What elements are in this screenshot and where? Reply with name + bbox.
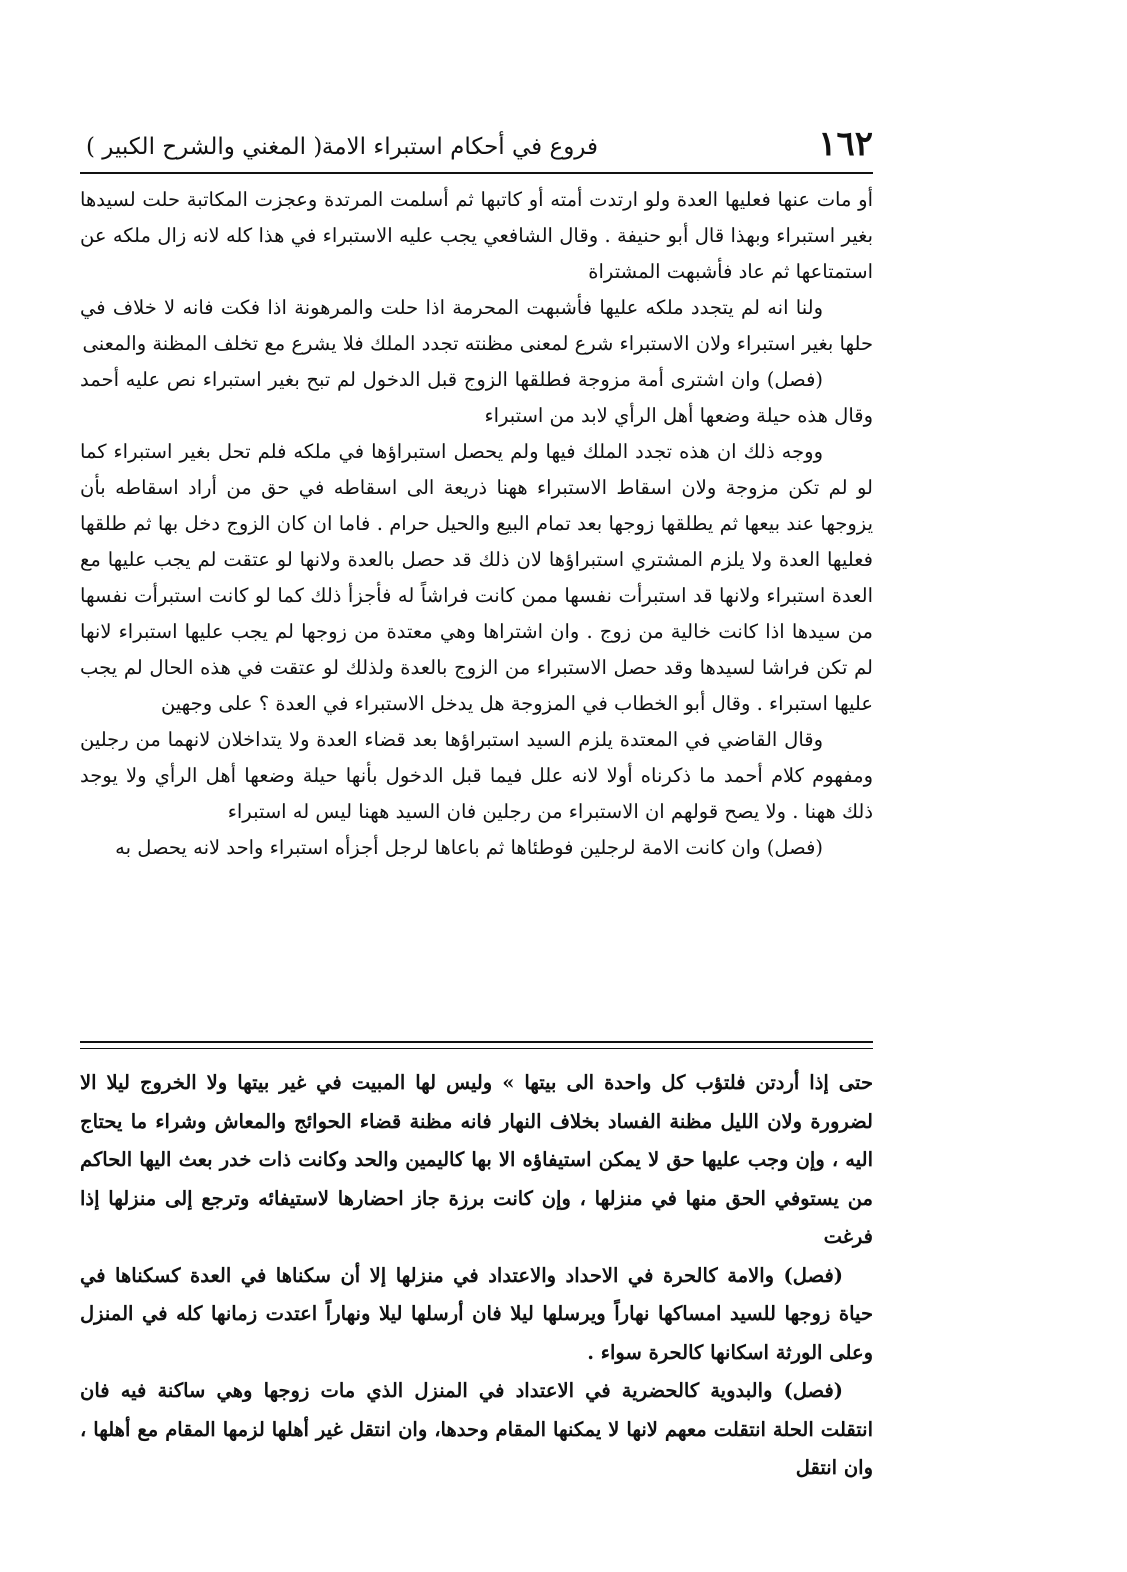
header-rule [80, 172, 873, 174]
page-number: ١٦٢ [818, 124, 873, 164]
main-text [80, 182, 873, 866]
paragraph: ولنا انه لم يتجدد ملكه عليها فأشبهت المحرمة اذا حلت والمرهونة اذا فكت فانه لا خلاف في حلها بغير استبراء ولان الاستبراء شرع لمعنى مظنته تجدد الملك فلا يشرع مع تخلف المظنة والمعنى [80, 296, 873, 355]
commentary-text [80, 1064, 873, 1488]
commentary-paragraph: (فصل) والامة كالحرة في الاحداد والاعتداد في منزلها إلا أن سكناها في العدة كسكناها في حياة زوجها للسيد امساكها نهاراً ويرسلها ليلا فان أرسلها ليلا ونهاراً اعتدت زمانها كله في المنزل وعلى الورثة اسكانها كالحرة سواء . [80, 1263, 873, 1364]
commentary-paragraph: (فصل) والبدوية كالحضرية في الاعتداد في المنزل الذي مات زوجها وهي ساكنة فيه فان انتقلت الحلة انتقلت معهم لانها لا يمكنها المقام وحدها، وان انتقل غير أهلها لزمها المقام مع أهلها ، وان انتقل [80, 1379, 873, 1479]
book-title: ( المغني والشرح الكبير ) [86, 134, 323, 160]
section-divider [80, 1041, 873, 1049]
page-header [80, 124, 873, 172]
section-title: فروع في أحكام استبراء الامة [321, 134, 598, 160]
paragraph: ووجه ذلك ان هذه تجدد الملك فيها ولم يحصل استبراؤها في ملكه فلم تحل بغير استبراء كما لو لم تكن مزوجة ولان اسقاط الاستبراء ههنا ذريعة الى اسقاطه في حق من أراد اسقاطه بأن يزوجها عند بيعها ثم يطلقها زوجها بعد تمام البيع والحيل حرام . فاما ان كان الزوج دخل بها ثم طلقها فعليها العدة ولا يلزم المشتري استبراؤها لان ذلك قد حصل بالعدة ولانها لو عتقت لم يجب عليها مع العدة استبراء ولانها قد استبرأت نفسها ممن كانت فراشاً له فأجزأ ذلك كما لو كانت استبرأت نفسها من سيدها اذا كانت خالية من زوج . وان اشتراها وهي معتدة من زوجها لم يجب عليها استبراء لانها لم تكن فراشا لسيدها وقد حصل الاستبراء من الزوج بالعدة ولذلك لو عتقت في هذه الحال لم يجب عليها استبراء . وقال أبو الخطاب في المزوجة هل يدخل الاستبراء في العدة ؟ على وجهين [80, 440, 873, 715]
paragraph: وقال القاضي في المعتدة يلزم السيد استبراؤها بعد قضاء العدة ولا يتداخلان لانهما من رجلين ومفهوم كلام أحمد ما ذكرناه أولا لانه علل فيما قبل الدخول بأنها حيلة وضعها أهل الرأي ولا يوجد ذلك ههنا . ولا يصح قولهم ان الاستبراء من رجلين فان السيد ههنا ليس له استبراء [80, 728, 873, 823]
paragraph: (فصل) وان اشترى أمة مزوجة فطلقها الزوج قبل الدخول لم تبح بغير استبراء نص عليه أحمد وقال هذه حيلة وضعها أهل الرأي لابد من استبراء [80, 368, 873, 427]
paragraph: أو مات عنها فعليها العدة ولو ارتدت أمته أو كاتبها ثم أسلمت المرتدة وعجزت المكاتبة حلت لسيدها بغير استبراء وبهذا قال أبو حنيفة . وقال الشافعي يجب عليه الاستبراء في هذا كله لانه زال ملكه عن استمتاعها ثم عاد فأشبهت المشتراة [80, 188, 873, 283]
paragraph: (فصل) وان كانت الامة لرجلين فوطئاها ثم باعاها لرجل أجزأه استبراء واحد لانه يحصل به [115, 836, 823, 859]
commentary-paragraph: حتى إذا أردتن فلتؤب كل واحدة الى بيتها » وليس لها المبيت في غير بيتها ولا الخروج ليلا الا لضرورة ولان الليل مظنة الفساد بخلاف النهار فانه مظنة قضاء الحوائج والمعاش وشراء ما يحتاج اليه ، وإن وجب عليها حق لا يمكن استيفاؤه الا بها كاليمين والحد وكانت ذات خدر بعث اليها الحاكم من يستوفي الحق منها في منزلها ، وإن كانت برزة جاز احضارها لاستيفائه وترجع إلى منزلها إذا فرغت [80, 1071, 873, 1248]
